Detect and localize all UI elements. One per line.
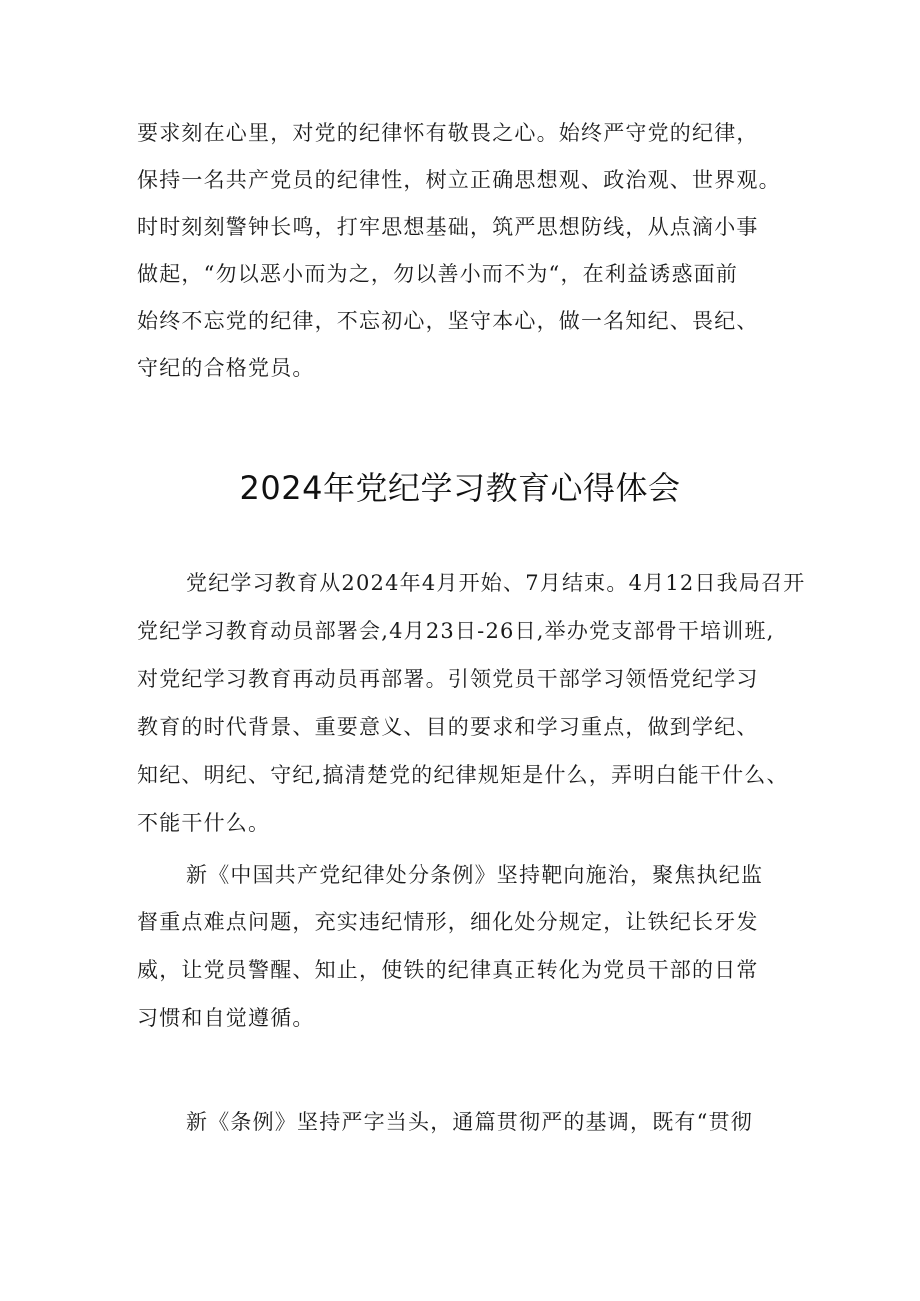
text-line: 党纪学习教育动员部署会,4月23日-26日,举办党支部骨干培训班, bbox=[137, 619, 775, 643]
text-line: 党纪学习教育从2024年4月开始、7月结束。4月12日我局召开 bbox=[186, 571, 806, 595]
text-line: 做起，“勿以恶小而为之，勿以善小而不为“，在利益诱惑面前 bbox=[137, 262, 739, 286]
text-line: 对党纪学习教育再动员再部署。引领党员干部学习领悟党纪学习 bbox=[137, 667, 759, 691]
text-line: 要求刻在心里，对党的纪律怀有敬畏之心。始终严守党的纪律， bbox=[137, 121, 759, 145]
text-line: 新《中国共产党纪律处分条例》坚持靶向施治，聚焦执纪监 bbox=[186, 863, 764, 887]
text-line: 新《条例》坚持严字当头，通篇贯彻严的基调，既有“贯彻 bbox=[186, 1110, 753, 1134]
text-line: 守纪的合格党员。 bbox=[137, 356, 315, 380]
text-line: 督重点难点问题，充实违纪情形，细化处分规定，让铁纪长牙发 bbox=[137, 910, 759, 934]
text-line: 威，让党员警醒、知止，使铁的纪律真正转化为党员干部的日常 bbox=[137, 958, 759, 982]
text-line: 始终不忘党的纪律，不忘初心，坚守本心，做一名知纪、畏纪、 bbox=[137, 309, 759, 333]
text-line: 时时刻刻警钟长鸣，打牢思想基础，筑严思想防线，从点滴小事 bbox=[137, 215, 759, 239]
text-line: 知纪、明纪、守纪,搞清楚党的纪律规矩是什么，弄明白能干什么、 bbox=[137, 763, 789, 787]
text-line: 教育的时代背景、重要意义、目的要求和学习重点，做到学纪、 bbox=[137, 715, 759, 739]
document-title: 2024年党纪学习教育心得体会 bbox=[239, 469, 681, 507]
text-line: 习惯和自觉遵循。 bbox=[137, 1006, 315, 1030]
text-line: 不能干什么。 bbox=[137, 811, 271, 835]
text-line: 保持一名共产党员的纪律性，树立正确思想观、政治观、世界观。 bbox=[137, 168, 781, 192]
